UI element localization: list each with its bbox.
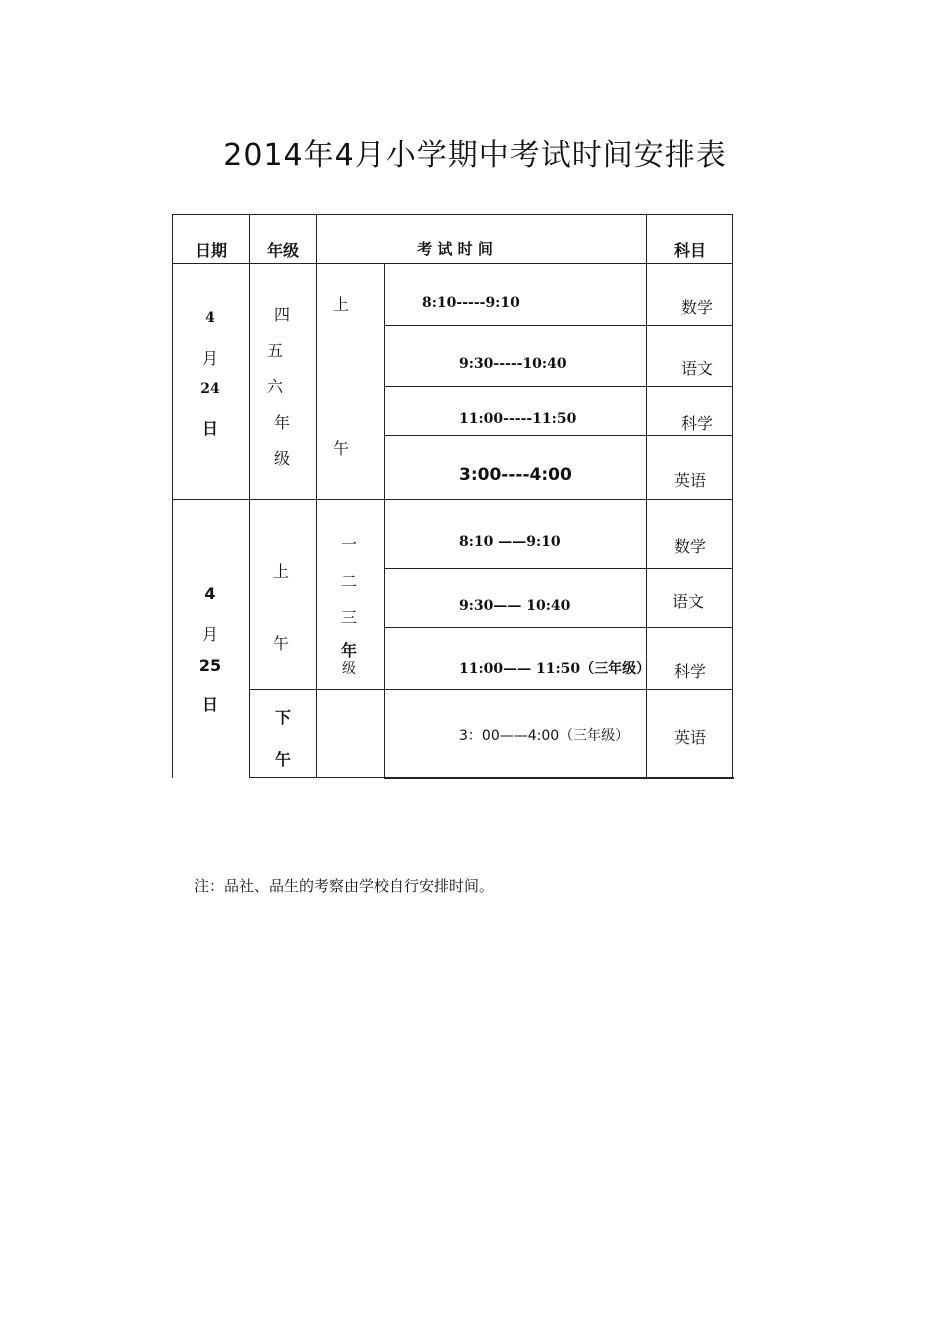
row-divider [249, 689, 733, 690]
day1-grade-char: 级 [273, 449, 291, 468]
day2-date-suffix: 日 [201, 695, 219, 714]
header-time: 考 试 时 间 [417, 240, 493, 258]
day1-row3-subject: 科学 [680, 414, 714, 433]
header-subject: 科目 [673, 241, 707, 260]
day1-row2-subject: 语文 [680, 359, 714, 378]
table-border-bottom-thick [384, 777, 734, 779]
day1-date-suffix: 日 [201, 419, 219, 438]
table-border-right [732, 214, 733, 778]
header-grade: 年级 [266, 241, 300, 260]
day1-row1-subject: 数学 [680, 298, 714, 317]
row-divider [384, 386, 733, 387]
row-divider [384, 435, 733, 436]
day2-row3-time: 11:00—— 11:50（三年级） [459, 661, 651, 677]
table-border-bottom [249, 777, 385, 778]
day1-row4-subject: 英语 [673, 471, 707, 490]
day1-row2-time: 9:30-----10:40 [459, 356, 567, 372]
column-divider [316, 214, 317, 778]
day1-grade-char: 六 [266, 377, 284, 396]
day2-row1-time: 8:10 ——9:10 [459, 534, 561, 550]
day1-period-top: 上 [332, 295, 350, 314]
day1-date-month: 月 [201, 349, 219, 368]
day1-row1-time: 8:10-----9:10 [422, 295, 520, 311]
day1-row3-time: 11:00-----11:50 [459, 411, 577, 427]
table-border-top [172, 214, 733, 215]
day1-grade-char: 四 [273, 305, 291, 324]
day2-row4-subject: 英语 [673, 728, 707, 747]
day2-grade-char: 三 [340, 608, 358, 627]
day2-date-month: 月 [201, 625, 219, 644]
day1-grade-char: 五 [266, 341, 284, 360]
day2-grade-char: 一 [340, 535, 358, 554]
page-title: 2014年4月小学期中考试时间安排表 [223, 138, 727, 173]
column-divider [646, 214, 647, 778]
day2-row4-time: 3：00——4:00（三年级） [459, 728, 630, 744]
day1-date-day: 24 [200, 381, 220, 397]
header-divider [172, 263, 733, 264]
day2-period-pm-top: 下 [274, 708, 292, 727]
day2-period-am-top: 上 [272, 562, 290, 581]
header-date: 日期 [194, 241, 228, 260]
day2-row3-subject: 科学 [673, 662, 707, 681]
row-divider [384, 627, 733, 628]
day2-date-month-num: 4 [204, 584, 216, 603]
day2-period-am-bottom: 午 [272, 634, 290, 653]
footnote: 注：品社、品生的考察由学校自行安排时间。 [194, 877, 495, 895]
day1-grade-char: 年 [273, 413, 291, 432]
column-divider [384, 263, 385, 778]
day2-grade-char: 级 [342, 661, 356, 677]
day2-grade-char: 二 [340, 572, 358, 591]
row-divider [384, 568, 733, 569]
day2-row1-subject: 数学 [673, 537, 707, 556]
table-border-left [172, 214, 173, 778]
column-divider [249, 214, 250, 778]
day1-date-month-num: 4 [205, 310, 215, 326]
day2-grade-char: 年 [340, 641, 358, 660]
day-divider [172, 499, 733, 500]
row-divider [384, 325, 733, 326]
day1-period-bottom: 午 [332, 439, 350, 458]
day2-period-pm-bottom: 午 [274, 750, 292, 769]
day2-row2-subject: 语文 [671, 592, 705, 611]
day2-date-day: 25 [198, 656, 222, 675]
day1-row4-time: 3:00----4:00 [459, 465, 572, 485]
day2-row2-time: 9:30—— 10:40 [459, 598, 571, 614]
